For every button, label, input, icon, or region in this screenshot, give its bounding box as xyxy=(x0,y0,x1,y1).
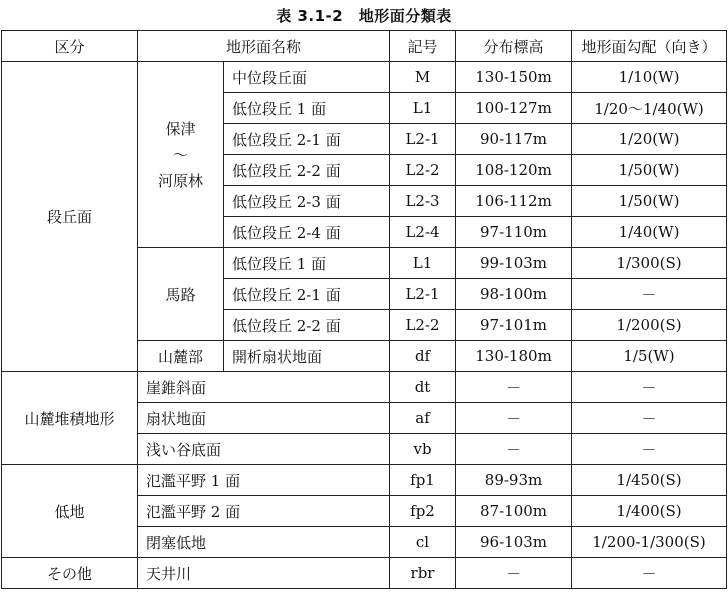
landform-name: 天井川 xyxy=(138,558,390,589)
symbol: M xyxy=(390,62,456,93)
header-row xyxy=(2,31,727,62)
category-other: その他 xyxy=(2,558,138,589)
area-hozu-kawarabayashi xyxy=(138,62,224,248)
elevation: 90-117m xyxy=(456,124,572,155)
landform-name: 中位段丘面 xyxy=(224,62,390,93)
landform-name: 低位段丘 1 面 xyxy=(224,248,390,279)
symbol: dt xyxy=(390,372,456,403)
gradient: － xyxy=(572,434,727,465)
category-piedmont: 山麓堆積地形 xyxy=(2,372,138,465)
symbol: fp2 xyxy=(390,496,456,527)
category-lowland: 低地 xyxy=(2,465,138,558)
elevation: 100-127m xyxy=(456,93,572,124)
landform-name: 閉塞低地 xyxy=(138,527,390,558)
header-landform-name: 地形面名称 xyxy=(138,31,390,62)
table-row xyxy=(2,62,727,93)
landform-name: 低位段丘 2-2 面 xyxy=(224,155,390,186)
symbol: df xyxy=(390,341,456,372)
gradient: － xyxy=(572,372,727,403)
symbol: rbr xyxy=(390,558,456,589)
landform-name: 浅い谷底面 xyxy=(138,434,390,465)
gradient: 1/10(W) xyxy=(572,62,727,93)
landform-name: 低位段丘 2-1 面 xyxy=(224,279,390,310)
landform-name: 開析扇状地面 xyxy=(224,341,390,372)
landform-name: 氾濫平野 1 面 xyxy=(138,465,390,496)
landform-name: 低位段丘 2-2 面 xyxy=(224,310,390,341)
elevation: 99-103m xyxy=(456,248,572,279)
area-sanroku: 山麓部 xyxy=(138,341,224,372)
symbol: L2-1 xyxy=(390,124,456,155)
symbol: L2-4 xyxy=(390,217,456,248)
landform-name: 低位段丘 2-3 面 xyxy=(224,186,390,217)
symbol: L1 xyxy=(390,248,456,279)
table-row xyxy=(2,465,727,496)
symbol: L2-2 xyxy=(390,310,456,341)
elevation: 97-101m xyxy=(456,310,572,341)
gradient: － xyxy=(572,558,727,589)
area-tilde: ～ xyxy=(172,145,188,164)
gradient: 1/200-1/300(S) xyxy=(572,527,727,558)
gradient: － xyxy=(572,403,727,434)
gradient: 1/5(W) xyxy=(572,341,727,372)
gradient: 1/50(W) xyxy=(572,155,727,186)
gradient: 1/300(S) xyxy=(572,248,727,279)
gradient: 1/200(S) xyxy=(572,310,727,341)
gradient: 1/20(W) xyxy=(572,124,727,155)
elevation: 106-112m xyxy=(456,186,572,217)
area-kawarabayashi: 河原林 xyxy=(157,171,203,190)
elevation: 89-93m xyxy=(456,465,572,496)
landform-name: 低位段丘 2-1 面 xyxy=(224,124,390,155)
gradient: 1/40(W) xyxy=(572,217,727,248)
elevation: － xyxy=(456,403,572,434)
elevation: 97-110m xyxy=(456,217,572,248)
area-umaji: 馬路 xyxy=(138,248,224,341)
symbol: L2-2 xyxy=(390,155,456,186)
gradient: 1/400(S) xyxy=(572,496,727,527)
symbol: af xyxy=(390,403,456,434)
gradient: 1/20～1/40(W) xyxy=(572,93,727,124)
table-row xyxy=(2,558,727,589)
elevation: 108-120m xyxy=(456,155,572,186)
gradient: 1/450(S) xyxy=(572,465,727,496)
landform-name: 扇状地面 xyxy=(138,403,390,434)
area-hozu: 保津 xyxy=(165,119,196,138)
symbol: vb xyxy=(390,434,456,465)
landform-classification-table xyxy=(1,30,727,589)
header-symbol: 記号 xyxy=(390,31,456,62)
elevation: － xyxy=(456,558,572,589)
table-caption: 表 3.1-2 地形面分類表 xyxy=(276,7,452,25)
elevation: 130-150m xyxy=(456,62,572,93)
elevation: 98-100m xyxy=(456,279,572,310)
landform-name: 氾濫平野 2 面 xyxy=(138,496,390,527)
header-category: 区分 xyxy=(2,31,138,62)
symbol: L2-3 xyxy=(390,186,456,217)
symbol: L2-1 xyxy=(390,279,456,310)
header-gradient: 地形面勾配（向き） xyxy=(572,31,727,62)
table-row xyxy=(2,372,727,403)
category-terrace: 段丘面 xyxy=(2,62,138,372)
elevation: － xyxy=(456,434,572,465)
header-elevation: 分布標高 xyxy=(456,31,572,62)
elevation: 87-100m xyxy=(456,496,572,527)
gradient: 1/50(W) xyxy=(572,186,727,217)
symbol: L1 xyxy=(390,93,456,124)
elevation: 130-180m xyxy=(456,341,572,372)
gradient: － xyxy=(572,279,727,310)
landform-name: 低位段丘 1 面 xyxy=(224,93,390,124)
landform-name: 低位段丘 2-4 面 xyxy=(224,217,390,248)
symbol: fp1 xyxy=(390,465,456,496)
symbol: cl xyxy=(390,527,456,558)
elevation: 96-103m xyxy=(456,527,572,558)
landform-name: 崖錐斜面 xyxy=(138,372,390,403)
elevation: － xyxy=(456,372,572,403)
